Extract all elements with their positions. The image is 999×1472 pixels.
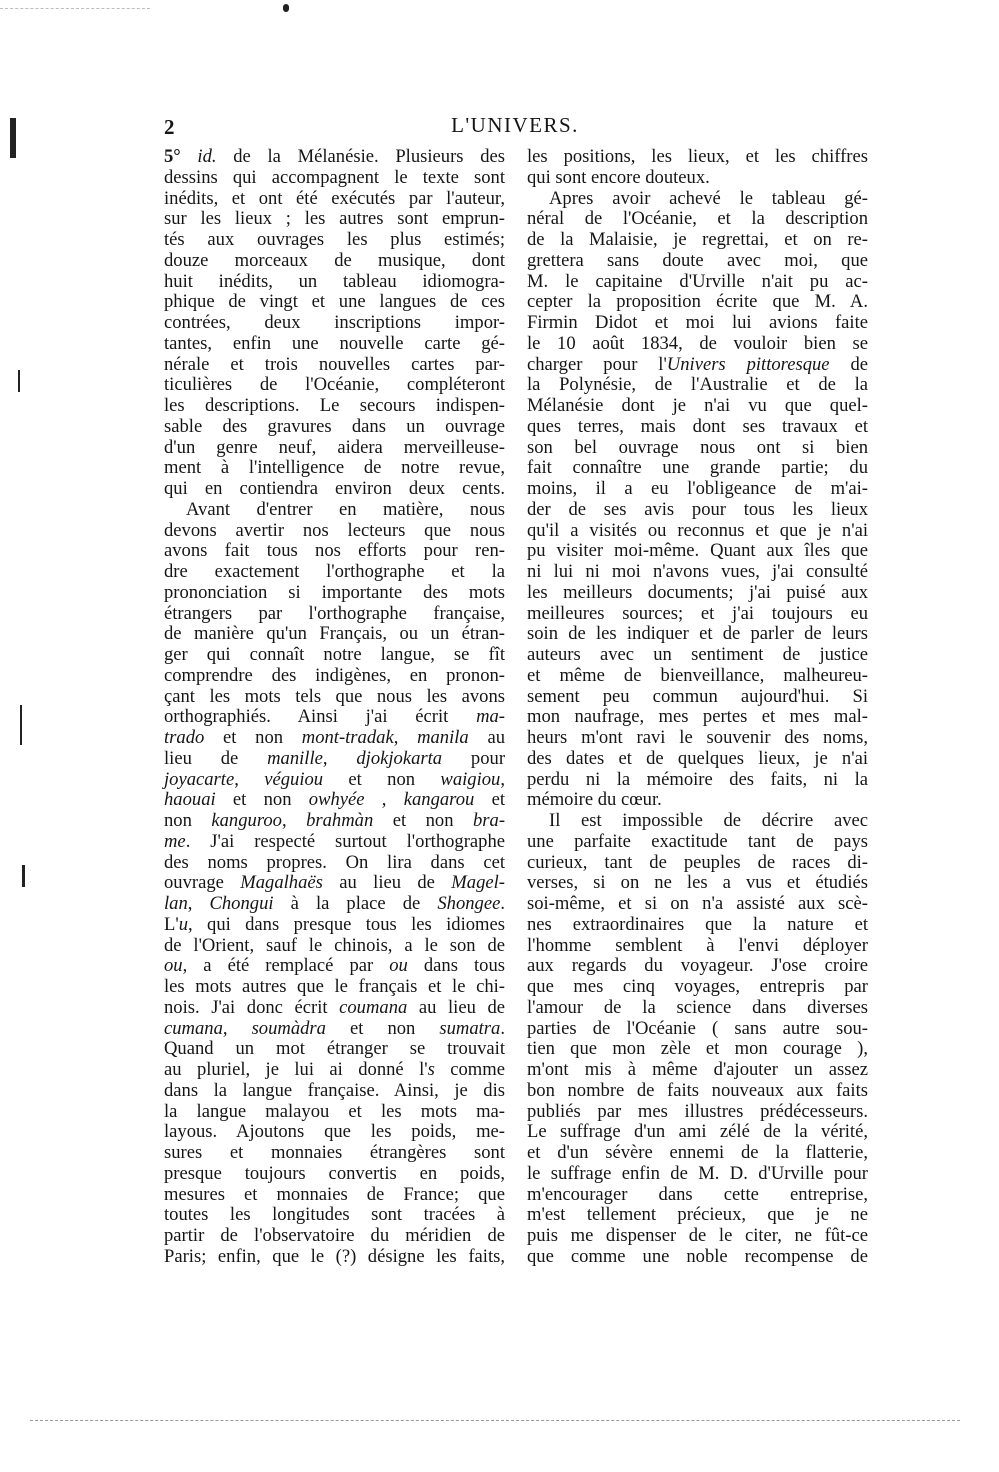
text-line <box>527 728 868 749</box>
scan-speck <box>283 4 289 12</box>
text-line <box>527 1164 868 1185</box>
text-segment: m'encourager dans cette entreprise, <box>527 1183 868 1205</box>
text-segment: qui sont encore douteux. <box>527 166 710 188</box>
text-line <box>527 1143 868 1164</box>
text-segment: nérale et trois nouvelles cartes par- <box>164 353 505 375</box>
text-line <box>527 562 868 583</box>
text-segment: ger qui connaît notre langue, se fît <box>164 644 505 665</box>
text-segment: aux regards du voyageur. J'ose croire <box>527 955 868 977</box>
text-segment: fait connaître une grande partie; du <box>527 457 868 479</box>
text-segment: heurs m'ont ravi le souvenir des noms, <box>527 727 868 748</box>
text-segment: prononciation si importante des mots <box>164 581 505 603</box>
text-line <box>527 1247 868 1268</box>
page-number: 2 <box>164 115 175 139</box>
text-segment: , a été remplacé par <box>182 955 390 977</box>
text-segment: Mélanésie dont je n'ai vu que quel- <box>527 395 868 416</box>
italic-segment: kangarou <box>403 789 475 811</box>
text-segment: la langue malayou et les mots ma- <box>164 1100 505 1122</box>
text-segment: Apres avoir achevé le tableau gé- <box>549 187 868 209</box>
text-line <box>164 645 505 666</box>
text-segment: néral de l'Océanie, et la description <box>527 208 868 230</box>
italic-segment: véguiou <box>264 768 324 790</box>
text-line <box>164 790 505 811</box>
text-line <box>164 458 505 479</box>
text-segment: Le suffrage d'un ami zélé de la vérité, <box>527 1121 868 1143</box>
text-line <box>527 977 868 998</box>
text-segment: ouvrage <box>164 872 241 894</box>
text-line <box>164 438 505 459</box>
text-line <box>527 1205 868 1226</box>
text-segment: dans la langue française. Ainsi, je dis <box>164 1079 505 1101</box>
text-line <box>527 313 868 334</box>
italic-segment: owhyée <box>308 789 365 811</box>
text-line <box>164 770 505 791</box>
text-segment: auteurs avec un sentiment de justice <box>527 644 868 665</box>
text-segment: partir de l'observatoire du méridien de <box>164 1225 505 1246</box>
text-line <box>164 998 505 1019</box>
text-line <box>527 707 868 728</box>
text-segment: au pluriel, je lui ai donné l' <box>164 1059 428 1080</box>
text-line <box>527 624 868 645</box>
text-segment: les descriptions. Le secours indispen- <box>164 395 505 416</box>
text-line <box>527 604 868 625</box>
text-segment: , <box>322 747 357 769</box>
text-segment: layous. Ajoutons que les poids, me- <box>164 1121 505 1143</box>
text-line <box>527 645 868 666</box>
italic-segment: Shongee <box>437 893 501 914</box>
italic-segment: me <box>164 830 186 852</box>
text-line <box>527 1226 868 1247</box>
text-line <box>527 936 868 957</box>
italic-segment: cumana <box>164 1017 223 1039</box>
text-line <box>527 355 868 376</box>
text-line <box>527 417 868 438</box>
text-line <box>164 209 505 230</box>
text-segment: comme <box>434 1059 505 1080</box>
text-line <box>527 458 868 479</box>
text-line <box>527 790 868 811</box>
text-line <box>164 230 505 251</box>
text-segment: au lieu de <box>322 872 452 894</box>
text-segment: et non <box>215 789 309 811</box>
text-segment: et non <box>373 810 473 831</box>
text-line <box>527 541 868 562</box>
text-segment: avons fait tous nos efforts pour ren- <box>164 540 505 562</box>
text-segment: toutes les longitudes sont tracées à <box>164 1204 505 1226</box>
text-segment: et d'un sévère ennemi de la flatterie, <box>527 1142 868 1163</box>
text-line <box>527 687 868 708</box>
text-line <box>527 956 868 977</box>
text-segment: de <box>829 353 868 375</box>
scan-edge-rule <box>30 1420 960 1421</box>
text-segment: cepter la proposition écrite que M. A. <box>527 291 868 313</box>
text-segment: et non <box>325 1017 440 1039</box>
text-line <box>164 334 505 355</box>
text-line <box>527 272 868 293</box>
text-line <box>527 292 868 313</box>
text-line <box>527 1185 868 1206</box>
text-line <box>164 417 505 438</box>
text-segment: des noms propres. On lira dans cet <box>164 851 505 873</box>
text-line <box>527 230 868 251</box>
text-line <box>527 583 868 604</box>
text-segment: nois. J'ai donc écrit <box>164 996 340 1018</box>
text-line <box>164 1039 505 1060</box>
text-line <box>527 915 868 936</box>
italic-segment: bra- <box>472 810 506 831</box>
italic-segment: Chongui <box>209 893 274 914</box>
text-line <box>164 147 505 168</box>
text-line <box>527 1019 868 1040</box>
text-line <box>164 707 505 728</box>
italic-segment: ou <box>164 955 183 977</box>
text-segment: sable des gravures dans un ouvrage <box>164 415 505 437</box>
text-segment: et <box>474 789 505 811</box>
text-segment: et même de bienveillance, malheureu- <box>527 664 868 686</box>
scan-edge-mark <box>18 370 20 392</box>
text-segment: ticulières de l'Océanie, compléteront <box>164 374 505 396</box>
text-segment: Quand un mot étranger se trouvait <box>164 1038 505 1060</box>
text-segment: parties de l'Océanie ( sans autre sou- <box>527 1017 868 1039</box>
italic-segment: Magel- <box>451 872 505 894</box>
text-segment: et non <box>204 727 302 748</box>
text-line <box>164 168 505 189</box>
text-line <box>164 500 505 521</box>
italic-segment: mont-tradak <box>301 727 394 748</box>
text-segment: Il est impossible de décrire avec <box>549 810 868 831</box>
text-line <box>527 873 868 894</box>
text-segment: presque toujours convertis en poids, <box>164 1162 505 1184</box>
text-line <box>527 666 868 687</box>
text-segment: dans tous <box>407 955 506 977</box>
text-segment: et non <box>323 768 441 790</box>
text-line <box>527 251 868 272</box>
text-line <box>164 189 505 210</box>
text-segment: que comme une noble recompense de <box>527 1245 868 1267</box>
text-segment: bon nombre de faits nouveaux aux faits <box>527 1079 868 1101</box>
text-line <box>164 396 505 417</box>
text-line <box>164 1247 505 1268</box>
text-line <box>527 770 868 791</box>
scan-edge-mark <box>22 865 25 887</box>
text-line <box>527 1122 868 1143</box>
text-segment: moins, il a eu l'obligeance de m'ai- <box>527 478 868 499</box>
scan-edge-mark <box>20 705 22 745</box>
text-segment: . <box>500 893 505 914</box>
italic-segment: haouai <box>164 789 216 811</box>
text-line <box>527 438 868 459</box>
text-line <box>164 687 505 708</box>
text-segment: étrangers par l'orthographe française, <box>164 602 505 624</box>
text-line <box>164 541 505 562</box>
text-line <box>527 147 868 168</box>
text-line <box>527 168 868 189</box>
text-segment: L' <box>164 913 179 935</box>
italic-segment: waigiou <box>440 768 501 790</box>
italic-segment: u <box>178 913 189 935</box>
text-segment: , <box>234 768 265 790</box>
text-column-left <box>164 147 505 1268</box>
text-line <box>164 355 505 376</box>
text-line <box>164 832 505 853</box>
text-segment: , <box>281 810 307 831</box>
text-line <box>527 998 868 1019</box>
text-segment: sur les lieux ; les autres sont emprun- <box>164 208 505 230</box>
italic-segment: ma- <box>476 706 505 728</box>
text-line <box>527 1039 868 1060</box>
text-segment: mon naufrage, mes pertes et mes mal- <box>527 706 868 728</box>
text-segment: les positions, les lieux, et les chiffres <box>527 146 868 167</box>
text-segment: sement peu commun aujourd'hui. Si <box>527 685 868 707</box>
text-segment: des dates et de quelques lieux, je n'ai <box>527 747 868 769</box>
text-segment: , <box>187 893 210 914</box>
text-segment: verses, si on ne les a vus et étudiés <box>527 872 868 894</box>
text-segment: qu'il a visités ou reconnus et que je n'ai <box>527 519 868 541</box>
italic-segment: coumana <box>339 996 408 1018</box>
text-segment: m'est tellement précieux, que je ne <box>527 1204 868 1226</box>
italic-segment: s <box>427 1059 435 1080</box>
text-line <box>527 811 868 832</box>
text-segment: soi-même, et si on n'a assisté aux scè- <box>527 893 868 914</box>
italic-segment: soumàdra <box>251 1017 326 1039</box>
text-segment: douze morceaux de musique, dont <box>164 249 505 271</box>
text-segment: , <box>393 727 418 748</box>
text-segment: mesures et monnaies de France; que <box>164 1183 505 1205</box>
text-segment: contrées, deux inscriptions impor- <box>164 312 505 333</box>
text-segment: ni lui ni moi n'avons vues, j'ai consulté <box>527 561 868 582</box>
text-line <box>164 749 505 770</box>
text-segment: le 10 août 1834, de vouloir bien se <box>527 332 868 354</box>
text-segment: curieux, tant de peuples de races di- <box>527 851 868 873</box>
text-line <box>164 666 505 687</box>
text-segment: . <box>500 1017 505 1039</box>
text-line <box>164 1081 505 1102</box>
text-line <box>527 894 868 915</box>
text-segment: dessins qui accompagnent le texte sont <box>164 166 505 188</box>
text-line <box>164 1143 505 1164</box>
text-segment: ment à l'intelligence de notre revue, <box>164 457 505 479</box>
text-line <box>164 604 505 625</box>
text-segment: inédits, et ont été exécutés par l'auteur, <box>164 187 505 209</box>
italic-segment: id. <box>197 146 217 167</box>
text-line <box>527 853 868 874</box>
text-line <box>164 251 505 272</box>
text-line <box>164 811 505 832</box>
scan-edge-mark <box>10 118 16 158</box>
text-segment: mémoire du cœur. <box>527 789 662 811</box>
italic-segment: kanguroo <box>211 810 282 831</box>
text-segment: son bel ouvrage nous ont si bien <box>527 436 868 458</box>
text-line <box>527 832 868 853</box>
text-segment: ques terres, mais dont ses travaux et <box>527 415 868 437</box>
text-segment: m'ont mis à même d'ajouter un assez <box>527 1059 868 1080</box>
text-line <box>164 915 505 936</box>
text-line <box>527 500 868 521</box>
text-line <box>164 936 505 957</box>
italic-segment: Magalhaës <box>240 872 323 894</box>
text-segment: au lieu de <box>407 996 505 1018</box>
text-segment: puis me dispenser de le citer, ne fût-ce <box>527 1225 868 1246</box>
italic-segment: manille <box>267 747 323 769</box>
text-segment: soin de les indiquer et de parler de leurs <box>527 623 868 645</box>
text-segment: les meilleurs documents; j'ai puisé aux <box>527 581 868 603</box>
text-line <box>164 894 505 915</box>
text-line <box>164 272 505 293</box>
text-line <box>164 853 505 874</box>
text-segment: Paris; enfin, que le (?) désigne les faits, <box>164 1245 505 1267</box>
text-segment: orthographiés. Ainsi j'ai écrit <box>164 706 477 728</box>
text-segment: dre exactement l'orthographe et la <box>164 561 505 582</box>
text-segment: non <box>164 810 212 831</box>
text-segment: , <box>364 789 404 811</box>
text-line <box>164 1122 505 1143</box>
text-segment: le suffrage enfin de M. D. d'Urville pour <box>527 1162 868 1184</box>
text-segment: meilleures sources; et j'ai toujours eu <box>527 602 868 624</box>
text-segment: Avant d'entrer en matière, nous <box>186 498 505 520</box>
text-line <box>527 479 868 500</box>
text-line <box>527 189 868 210</box>
text-line <box>164 624 505 645</box>
scan-edge-rule <box>0 8 150 9</box>
text-line <box>164 1205 505 1226</box>
text-segment: nes extraordinaires que la nature et <box>527 913 868 935</box>
italic-segment: manila <box>417 727 469 748</box>
text-segment: à la place de <box>273 893 438 914</box>
text-segment: pu visiter moi-même. Quant aux îles que <box>527 540 868 562</box>
italic-segment: joyacarte <box>164 768 235 790</box>
italic-segment: brahmàn <box>306 810 374 831</box>
text-segment: l'amour de la science dans diverses <box>527 996 868 1018</box>
text-line <box>527 749 868 770</box>
text-line <box>164 562 505 583</box>
text-segment: sures et monnaies étrangères sont <box>164 1142 505 1163</box>
italic-segment: Univers pittoresque <box>666 353 830 375</box>
text-line <box>527 1060 868 1081</box>
text-line <box>164 1185 505 1206</box>
text-segment: tien que mon zèle et mon courage ), <box>527 1038 868 1060</box>
text-segment: tantes, enfin une nouvelle carte gé- <box>164 332 505 354</box>
text-segment: , <box>500 768 505 790</box>
text-segment: charger pour l' <box>527 353 667 375</box>
italic-segment: lan <box>164 893 188 914</box>
text-segment: tés aux ouvrages les plus estimés; <box>164 229 505 250</box>
text-segment: çant les mots tels que nous les avons <box>164 685 505 707</box>
text-segment: d'un genre neuf, aidera merveilleuse- <box>164 436 505 458</box>
text-segment: une parfaite exactitude tant de pays <box>527 830 868 852</box>
text-line <box>527 1102 868 1123</box>
text-segment: publiés par mes illustres prédécesseurs. <box>527 1100 868 1122</box>
italic-segment: trado <box>164 727 205 748</box>
text-segment: , <box>222 1017 252 1039</box>
text-segment: qui en contiendra environ deux cents. <box>164 478 505 499</box>
text-segment: de manière qu'un Français, ou un étran- <box>164 623 505 645</box>
text-line <box>164 728 505 749</box>
text-segment: , qui dans presque tous les idiomes <box>188 913 505 935</box>
text-segment: au <box>468 727 506 748</box>
bold-segment: 5° <box>164 146 181 167</box>
text-line <box>527 521 868 542</box>
text-segment: comprendre des indigènes, en pronon- <box>164 664 505 686</box>
text-line <box>164 1060 505 1081</box>
text-line <box>164 583 505 604</box>
text-segment: grettera sans doute avec moi, que <box>527 249 868 271</box>
text-segment: la Polynésie, de l'Australie et de la <box>527 374 868 396</box>
text-segment: de la Malaisie, je regrettai, et on re- <box>527 229 868 250</box>
text-line <box>164 873 505 894</box>
text-line <box>527 396 868 417</box>
text-line <box>164 956 505 977</box>
italic-segment: sumatra <box>439 1017 501 1039</box>
text-segment: perdu ni la mémoire des faits, ni la <box>527 768 868 790</box>
text-segment: der de ses avis pour tous les lieux <box>527 498 868 520</box>
running-head: L'UNIVERS. <box>451 113 579 137</box>
text-segment: M. le capitaine d'Urville n'ait pu ac- <box>527 270 868 292</box>
text-line <box>164 375 505 396</box>
text-line <box>164 479 505 500</box>
text-segment: de l'Orient, sauf le chinois, a le son de <box>164 934 505 956</box>
text-line <box>164 1019 505 1040</box>
italic-segment: djokjokarta <box>356 747 443 769</box>
text-line <box>527 1081 868 1102</box>
text-line <box>164 1164 505 1185</box>
text-line <box>164 521 505 542</box>
text-line <box>164 977 505 998</box>
italic-segment: ou <box>389 955 408 977</box>
text-segment: Firmin Didot et moi lui avions faite <box>527 312 868 333</box>
text-segment: . J'ai respecté surtout l'orthographe <box>185 830 505 852</box>
text-segment: l'homme semblent à l'envi déployer <box>527 934 868 956</box>
text-segment: devons avertir nos lecteurs que nous <box>164 519 505 541</box>
text-line <box>164 1226 505 1247</box>
text-line <box>527 209 868 230</box>
text-segment: que mes cinq voyages, entrepris par <box>527 976 868 997</box>
text-line <box>164 1102 505 1123</box>
text-segment: les mots autres que le français et le chi- <box>164 976 505 997</box>
text-line <box>527 334 868 355</box>
text-column-right <box>527 147 868 1268</box>
text-line <box>527 375 868 396</box>
text-segment: pour <box>442 747 506 769</box>
text-line <box>164 292 505 313</box>
text-line <box>164 313 505 334</box>
text-segment: phique de vingt et une langues de ces <box>164 291 505 313</box>
text-segment <box>181 146 198 167</box>
text-segment: de la Mélanésie. Plusieurs des <box>216 146 505 167</box>
text-segment: huit inédits, un tableau idiomogra- <box>164 270 505 292</box>
text-segment: lieu de <box>164 747 268 769</box>
